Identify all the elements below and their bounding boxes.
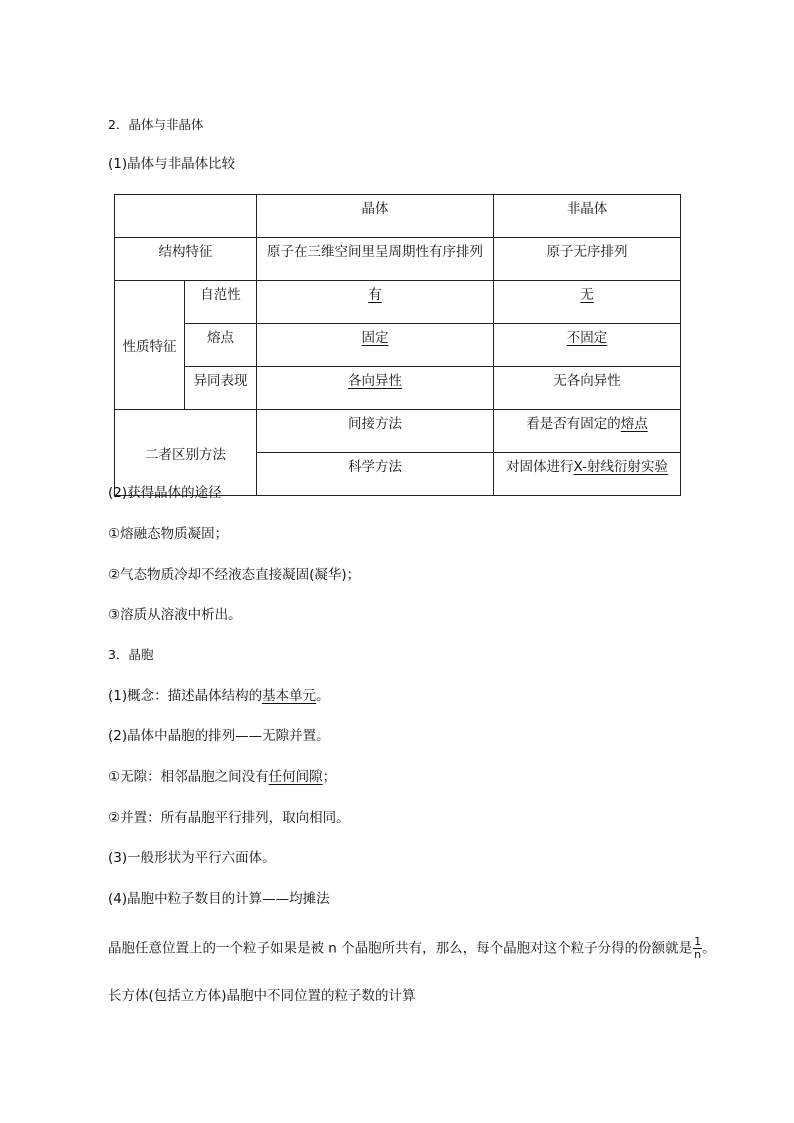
- empty-corner-cell: [115, 195, 257, 238]
- structure-amorphous: 原子无序排列: [494, 238, 681, 281]
- self-shape-amorphous: [494, 281, 681, 324]
- melting-crystal: [257, 324, 494, 367]
- subsection-ways: (2)获得晶体的途径: [108, 485, 222, 501]
- self-shape-crystal-value: 有: [368, 287, 382, 303]
- table-row: [115, 367, 681, 410]
- header-crystal: 晶体: [257, 195, 494, 238]
- self-shape-crystal: [257, 281, 494, 324]
- table-row: [115, 410, 681, 453]
- section-3-heading: 3．晶胞: [108, 647, 154, 662]
- indirect-pre: 看是否有固定的: [526, 416, 621, 432]
- way-2: ②气态物质冷却不经液态直接凝固(凝华)；: [108, 567, 361, 583]
- self-shape-amorphous-value: 无: [580, 287, 594, 303]
- no-gap-post: ；: [322, 769, 337, 785]
- indirect-label: 间接方法: [257, 410, 494, 453]
- structure-label: 结构特征: [115, 238, 257, 281]
- share-line: [108, 936, 716, 961]
- iso-amorphous: 无各向异性: [494, 367, 681, 410]
- comparison-table: [114, 194, 681, 496]
- table-row: [115, 281, 681, 324]
- iso-label: 异同表现: [185, 367, 257, 410]
- share-text: 晶胞任意位置上的一个粒子如果是被 n 个晶胞所共有，那么，每个晶胞对这个粒子分得的份额就是: [108, 940, 693, 957]
- count-line: (4)晶胞中粒子数目的计算——均摊法: [108, 891, 330, 907]
- iso-crystal: [257, 367, 494, 410]
- scientific-underlined: X-射线衍射实验: [573, 459, 668, 475]
- melting-amorphous-value: 不固定: [566, 330, 608, 346]
- melting-crystal-value: 固定: [361, 330, 389, 346]
- cuboid-line: 长方体(包括立方体)晶胞中不同位置的粒子数的计算: [108, 988, 416, 1004]
- distinguish-label: 二者区别方法: [115, 410, 257, 496]
- section-2-heading: 2．晶体与非晶体: [108, 117, 204, 132]
- table-row: [115, 238, 681, 281]
- indirect-method: [494, 410, 681, 453]
- header-amorphous: 非晶体: [494, 195, 681, 238]
- shape-line: (3)一般形状为平行六面体。: [108, 850, 276, 866]
- table-row: [115, 195, 681, 238]
- subsection-comparison: (1)晶体与非晶体比较: [108, 156, 236, 172]
- melting-label: 熔点: [185, 324, 257, 367]
- parallel-line: ②并置：所有晶胞平行排列，取向相同。: [108, 810, 350, 826]
- structure-crystal: 原子在三维空间里呈周期性有序排列: [257, 238, 494, 281]
- way-1: ①熔融态物质凝固；: [108, 526, 229, 542]
- scientific-pre: 对固体进行: [506, 459, 574, 475]
- table-row: [115, 324, 681, 367]
- share-end: 。: [702, 940, 716, 957]
- no-gap-underlined: 任何间隙: [268, 769, 323, 785]
- concept-underlined: 基本单元: [262, 688, 317, 704]
- iso-crystal-value: 各向异性: [348, 373, 402, 389]
- concept-post: 。: [316, 688, 330, 704]
- property-label: 性质特征: [115, 281, 185, 410]
- melting-amorphous: [494, 324, 681, 367]
- concept-pre: (1)概念：描述晶体结构的: [108, 688, 263, 704]
- concept-line: [108, 687, 330, 705]
- fraction-one-over-n: [693, 936, 702, 961]
- no-gap-line: [108, 768, 336, 786]
- arrange-line: (2)晶体中晶胞的排列——无隙并置。: [108, 728, 330, 744]
- self-shape-label: 自范性: [185, 281, 257, 324]
- no-gap-pre: ①无隙：相邻晶胞之间没有: [108, 769, 269, 785]
- way-3: ③溶质从溶液中析出。: [108, 607, 242, 623]
- indirect-underlined: 熔点: [620, 416, 648, 432]
- scientific-method: [494, 453, 681, 496]
- fraction-numerator: 1: [694, 935, 702, 948]
- scientific-label: 科学方法: [257, 453, 494, 496]
- fraction-denominator: n: [694, 948, 702, 961]
